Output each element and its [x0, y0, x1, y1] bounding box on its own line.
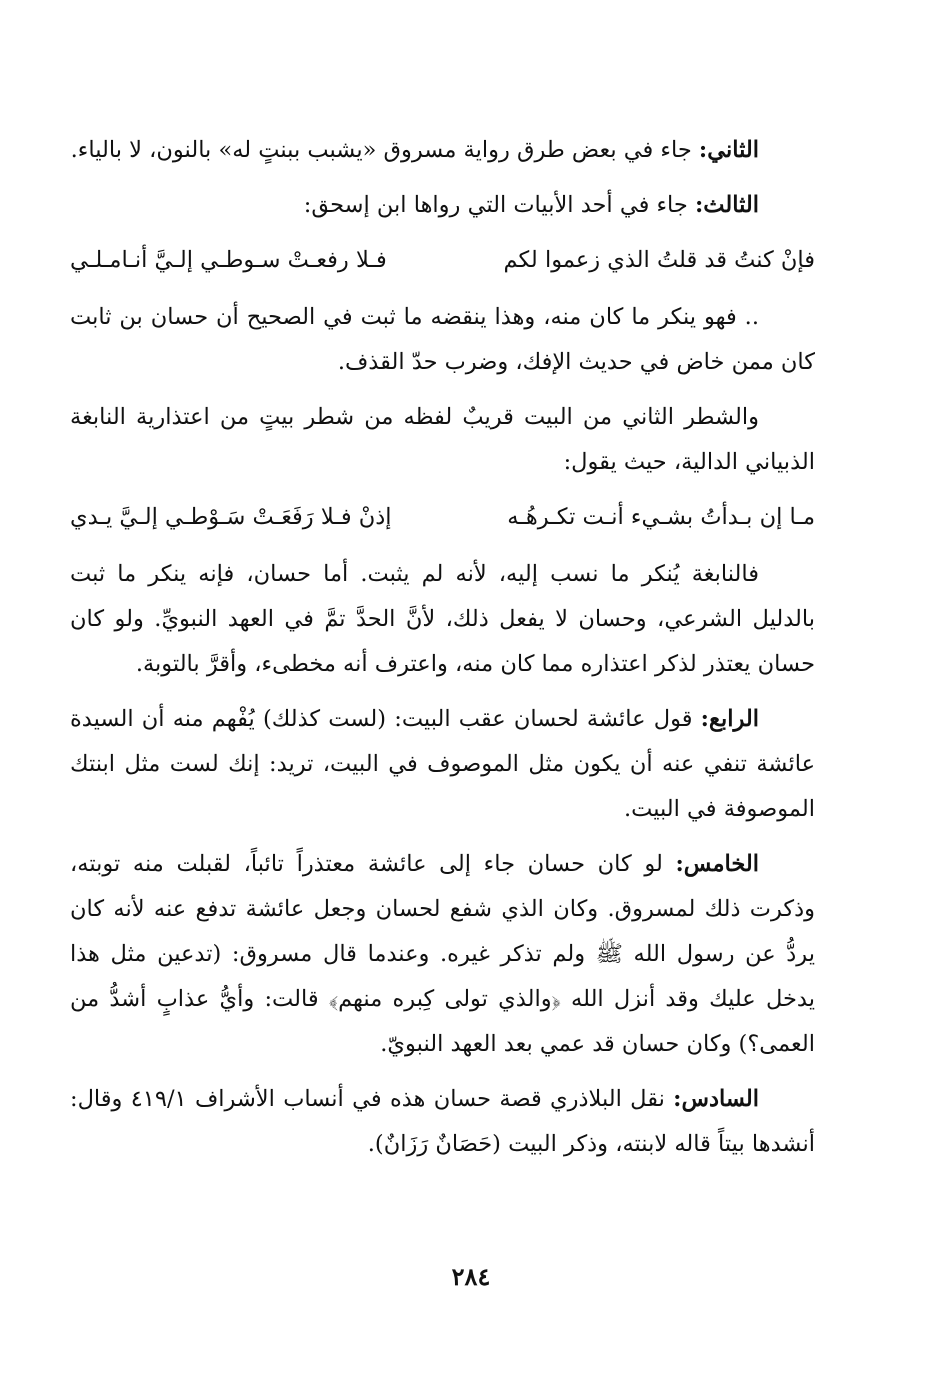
verse-hassan — [70, 238, 815, 283]
paragraph-fifth — [70, 842, 815, 1067]
paragraph-lead: الثاني: — [698, 137, 759, 163]
paragraph-commentary: .. فهو ينكر ما كان منه، وهذا ينقضه ما ثبت في الصحيح أن حسان بن ثابت كان ممن خاض في حديث الإفك، وضرب حدّ القذف. — [70, 304, 815, 375]
paragraph-lead: الثالث: — [694, 192, 759, 218]
paragraph-lead: الخامس: — [675, 851, 759, 877]
paragraph-third — [70, 183, 815, 228]
paragraph-lead: الرابع: — [700, 706, 759, 732]
paragraph-nabigha-comment: فالنابغة يُنكر ما نسب إليه، لأنه لم يثبت. أما حسان، فإنه ينكر ما ثبت بالدليل الشرعي، وحسان لا يفعل ذلك، لأنَّ الحدَّ تمَّ في العهد النبويِّ. ولو كان حسان يعتذر لذكر اعتذاره مما كان منه، واعترف أنه مخطىء، وأقرَّ بالتوبة. — [70, 561, 815, 677]
paragraph-text: لو كان حسان جاء إلى عائشة معتذراً تائباً، لقبلت منه توبته، وذكرت ذلك لمسروق. وكان الذي شفع لحسان وجعل عائشة تدفع عنه لأنه كان يردُّ عن رسول الله ﷺ ولم تذكر غيره. وعندما قال مسروق: (تدعين مثل هذا يدخل عليك وقد أنزل الله ﴿والذي تولى كِبره منهم﴾ قالت: وأيُّ عذابٍ أشدُّ من العمى؟) وكان حسان قد عمي بعد العهد النبويّ. — [70, 851, 815, 1057]
paragraph-text: جاء في بعض طرق رواية مسروق «يشبب ببنتٍ له» بالنون، لا بالياء. — [70, 137, 699, 163]
page-number: ٢٨٤ — [451, 1262, 491, 1291]
page-body — [70, 128, 815, 1177]
paragraph-lead: السادس: — [673, 1086, 759, 1112]
paragraph-text: جاء في أحد الأبيات التي رواها ابن إسحق: — [303, 192, 695, 218]
paragraph-nabigha-intro: والشطر الثاني من البيت قريبٌ لفظه من شطر بيتٍ من اعتذارية النابغة الذبياني الدالية، حيث يقول: — [70, 404, 815, 475]
verse-nabigha — [70, 495, 815, 540]
verse-first-hemistich: فإنْ كنتُ قد قلتُ الذي زعموا لكم — [503, 247, 815, 273]
paragraph-fourth — [70, 697, 815, 832]
paragraph-text: قول عائشة لحسان عقب البيت: (لست كذلك) يُفْهم منه أن السيدة عائشة تنفي عنه أن يكون مثل الموصوف في البيت، تريد: إنك لست مثل ابنتك الموصوفة في البيت. — [70, 706, 815, 822]
paragraph-sixth — [70, 1077, 815, 1167]
paragraph-second — [70, 128, 815, 173]
verse-second-hemistich: إذنْ فـلا رَفَعَـتْ سَـوْطـي إلـيَّ يـدي — [70, 504, 392, 530]
verse-second-hemistich: فـلا رفعـتْ سـوطـي إلـيَّ أنـامـلـي — [70, 247, 387, 273]
paragraph-text: نقل البلاذري قصة حسان هذه في أنساب الأشراف ٤١٩/١ وقال: أنشدها بيتاً قاله لابنته، وذكر البيت (حَصَانٌ رَزَانٌ). — [70, 1086, 815, 1157]
verse-first-hemistich: مـا إن بـدأتُ بشـيء أنـت تكـرهُـه — [507, 504, 815, 530]
